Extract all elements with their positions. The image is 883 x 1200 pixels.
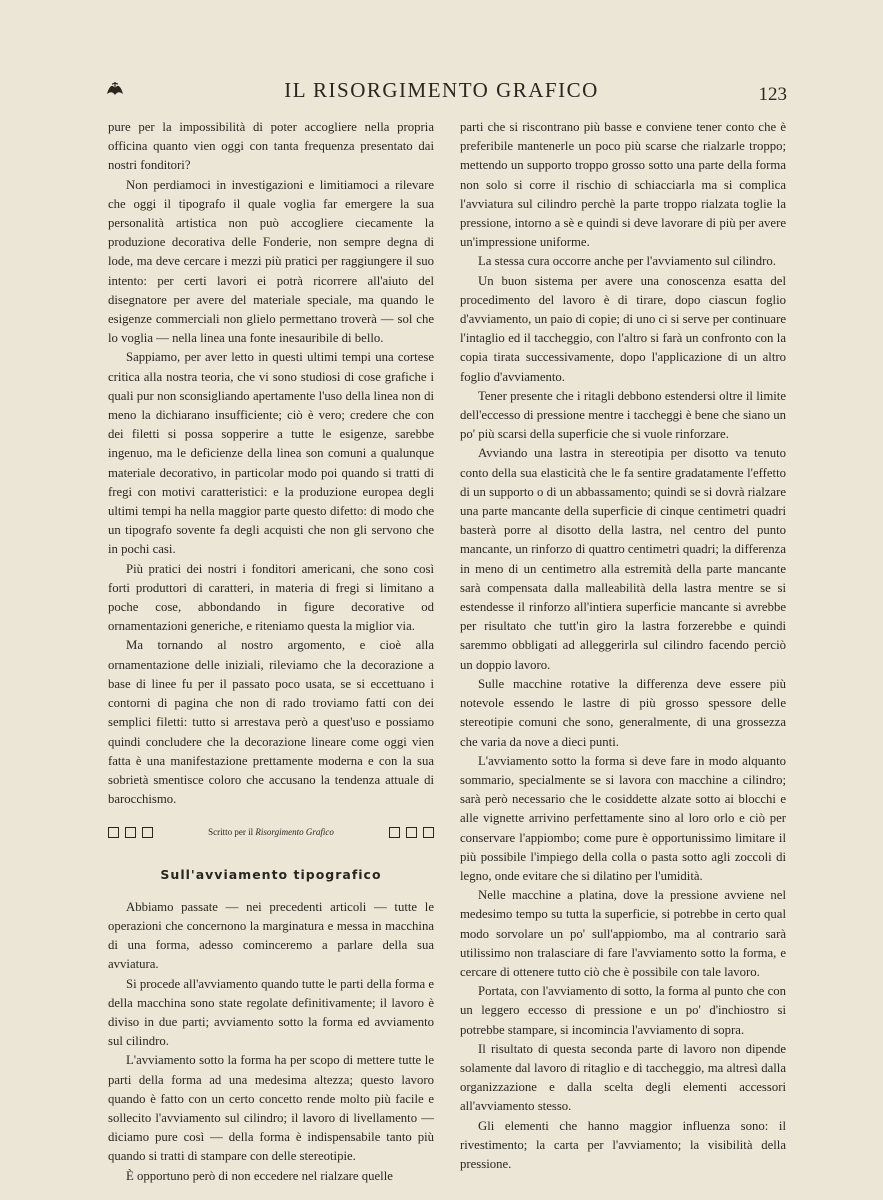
paragraph: Sappiamo, per aver letto in questi ultimi tempi una cortese critica alla nostra teoria, che vi sono studiosi di cose grafiche i quali pur non sconsigliando apertamente l'uso della linea non di meno la dichiarano insufficiente; ciò è vero; credere che con dei filetti si possa sopperire a tutte le esigenze, sarebbe ingenuo, ma le deficienze della linea son comuni a qualunque materiale decorativo, in particolar modo poi quando si tratti di fregi con motivi caratteristici: e la produzione europea degli ultimi tempi ha nella maggior parte questo difetto: di modo che un tipografo sovente fa degli acquisti che non gli servono che in pochi casi. [108,350,434,557]
paragraph: Gli elementi che hanno maggior influenza sono: il rivestimento; la carta per l'avviamento; la visibilità della pressione. [460,1118,786,1171]
paragraph: La stessa cura occorre anche per l'avviamento sul cilindro. [478,254,776,269]
square-ornament-icon [125,827,136,838]
paragraph: Il risultato di questa seconda parte di lavoro non dipende solamente dal lavoro di ritaglio e di taccheggio, ma altresì dalla organizzazione e dalla scelta degli elementi accessori all'avviamento stesso. [460,1041,786,1114]
box-ornament-left [108,827,153,838]
paragraph: Avviando una lastra in stereotipia per disotto va tenuto conto della sua elasticità che le fa sentire gradatamente l'effetto di un supporto o di un abbassamento; quindi se si dovrà rialzare una parte mancante della superficie di cinque centimetri quadri basterà porre al disotto della lastra, nel centro del punto mancante, un rinforzo di quattro centimetri quadri; la differenza in meno di un centimetro alla estremità della parte mancante sarà compensata dalla malleabilità della lastra mentre se si estendesse il rinforzo all'intiera superficie mancante si avrebbe per risultato che tutt'in giro la lastra forzerebbe e quindi saremmo obbligati ad alleggerirla sul cilindro facendo perciò un doppio lavoro. [460,446,786,672]
page-number: 123 [758,84,787,105]
section-title: Sull'avviamento tipografico [160,866,382,882]
right-column [460,118,786,1174]
paragraph: Più pratici dei nostri i fonditori americani, che sono così forti produttori di caratteri, in materia di fregi si limitano a poche cose, abbondando in figure decorative od ornamentazioni generiche, e riteniamo questa la miglior via. [108,561,434,634]
paragraph: Sulle macchine rotative la differenza deve essere più notevole essendo le lastre di più grosso spessore delle stereotipie comuni che sono, generalmente, di una grossezza che varia da nove a dieci punti. [460,676,786,749]
running-header-title: IL RISORGIMENTO GRAFICO [284,78,599,102]
square-ornament-icon [108,827,119,838]
paragraph: L'avviamento sotto la forma si deve fare in modo alquanto sommario, specialmente se si lavora con macchine a cilindro; sarà però necessario che le cosiddette alzate sotto ai blocchi e alle vignette arrivino perfettamente sino al loro orlo e ciò per conservare l'appiombo; come pure è opportunissimo limitare il più possibile l'impiego della colla o pasta sotto agli zoccoli di legno, onde evitare che si dilatino per l'umidità. [460,753,786,883]
square-ornament-icon [406,827,417,838]
square-ornament-icon [389,827,400,838]
credit-source: Risorgimento Grafico [255,827,334,838]
paragraph: Ma tornando al nostro argomento, e cioè alla ornamentazione delle iniziali, rileviamo che la decorazione a base di linee fu per il passato poco usata, se si eccettuano i contorni di pagina che non di rado troviamo fatti con dei semplici filetti: tutto si arrestava però a quest'uso e possiamo quindi concludere che la decorazione lineare come oggi vien fatta è una manifestazione prettamente moderna e con la sua sobrietà smentisce coloro che accusano la tendenza attuale di barocchismo. [108,638,434,807]
paragraph: L'avviamento sotto la forma ha per scopo di mettere tutte le parti della forma ad una medesima altezza; questo lavoro quando è fatto con un certo concetto rende molto più facile e sollecito l'avviamento sul cilindro; il lavoro di livellamento — diciamo pure così — della forma è indispensabile tanto più quando si tratti di stampare con delle stereotipie. [108,1053,434,1164]
paragraph: Portata, con l'avviamento di sotto, la forma al punto che con un leggero eccesso di pressione e un po' d'inchiostro si potrebbe stampare, si incomincia l'avviamento di sopra. [460,984,786,1037]
paragraph: parti che si riscontrano più basse e conviene tener conto che è preferibile mantenerle un poco più scarse che rialzarle troppo; mettendo un supporto troppo grosso sotto una parte della forma non solo si corre il rischio di schiacciarla ma si complica l'avviatura sul cilindro perchè la parte troppo rialzata toglie la pressione, intorno a sè e quindi si deve lavorare di più per avere un'impressione uniforme. [460,120,786,250]
paragraph: pure per la impossibilità di poter accogliere nella propria officina quanto vien oggi con tanta frequenza presentato dai nostri fonditori? [108,120,434,173]
paragraph: Un buon sistema per avere una conoscenza esatta del procedimento del lavoro è di tirare, dopo ciascun foglio d'avviamento, un paio di copie; di uno ci si serve per continuare l'intaglio ed il taccheggio, con l'altro si farà un confronto con la copia tirata successivamente, dopo l'applicazione di un altro foglio d'avviamento. [460,273,786,384]
left-column [108,118,434,1186]
paragraph: Non perdiamoci in investigazioni e limitiamoci a rilevare che oggi il tipografo il quale voglia far emergere la sua personalità artistica non può accogliere ciecamente la produzione decorativa delle Fonderie, non sempre degna di lode, ma deve cercare i mezzi più pratici per raggiungere il suo intento: per certi lavori ei potrà ricorrere all'aiuto del disegnatore per avere del materiale speciale, ma quando le esigenze commerciali non glielo permettano troverà — sol che lo voglia — nella linea una fonte inesauribile di bello. [108,177,434,346]
paragraph: È opportuno però di non eccedere nel rialzare quelle [126,1168,393,1183]
square-ornament-icon [142,827,153,838]
paragraph: Nelle macchine a platina, dove la pressione avviene nel medesimo tempo su tutta la superficie, si potrebbe in certo qual modo sorvolare un po' sull'appiombo, ma al contrario sarà utilissimo non tralasciare di fare l'avviamento sotto la forma, e cercare di ottenere tutto ciò che è possibile con tale lavoro. [460,888,786,979]
box-ornament-right [389,827,434,838]
paragraph: Tener presente che i ritagli debbono estendersi oltre il limite dell'eccesso di pressione mentre i taccheggi è bene che siano un po' più scarsi della superficie che si vuole rinforzare. [460,388,786,442]
paragraph: Si procede all'avviamento quando tutte le parti della forma e della macchina sono state regolate definitivamente; il lavoro è diviso in due parti; avviamento sotto la forma ed avviamento sul cilindro. [108,976,434,1049]
paragraph: Abbiamo passate — nei precedenti articoli — tutte le operazioni che concernono la marginatura e messa in macchina di una forma, adesso cominceremo a parlare della sua avviatura. [108,899,434,972]
article-credit-row [108,823,434,842]
credit-prefix: Scritto per il [208,827,256,838]
article-credit [208,823,334,842]
square-ornament-icon [423,827,434,838]
